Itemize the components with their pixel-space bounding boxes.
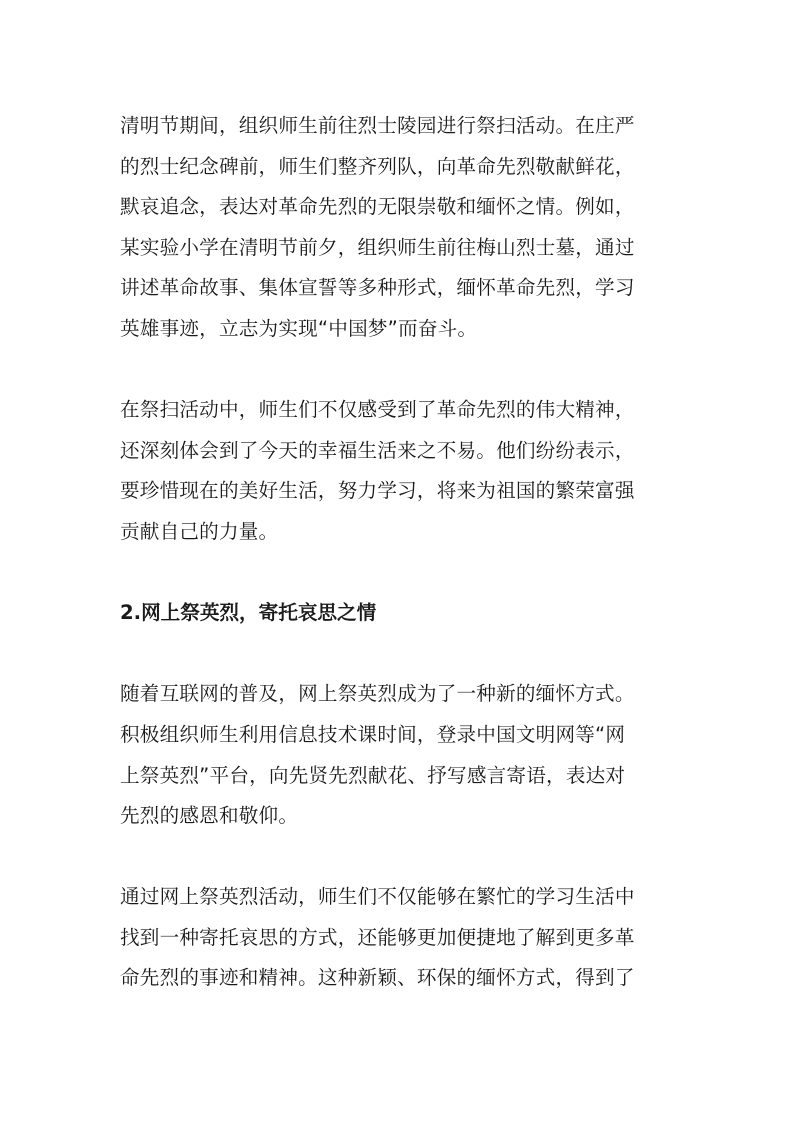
paragraph-line: 默哀追念，表达对革命先烈的无限崇敬和缅怀之情。例如， bbox=[120, 195, 635, 219]
paragraph-line: 还深刻体会到了今天的幸福生活来之不易。他们纷纷表示， bbox=[120, 438, 635, 462]
paragraph-spacer bbox=[120, 553, 680, 594]
paragraph-line: 命先烈的事迹和精神。这种新颖、环保的缅怀方式，得到了 bbox=[120, 966, 635, 990]
paragraph-line: 找到一种寄托哀思的方式，还能够更加便捷地了解到更多革 bbox=[120, 925, 635, 949]
paragraph-line: 在祭扫活动中，师生们不仅感受到了革命先烈的伟大精神， bbox=[120, 398, 635, 422]
paragraph-line: 某实验小学在清明节前夕，组织师生前往梅山烈士墓，通过 bbox=[120, 235, 635, 259]
paragraph-line: 清明节期间，组织师生前往烈士陵园进行祭扫活动。在庄严 bbox=[120, 114, 635, 137]
paragraph-line: 英雄事迹，立志为实现“中国梦”而奋斗。 bbox=[120, 316, 478, 340]
paragraph-cemetery-activity bbox=[120, 106, 680, 350]
paragraph-line: 上祭英烈”平台，向先贤先烈献花、抒写感言寄语，表达对 bbox=[120, 763, 626, 787]
document-body bbox=[120, 106, 680, 999]
paragraph-line: 要珍惜现在的美好生活，努力学习，将来为祖国的繁荣富强 bbox=[120, 479, 635, 503]
paragraph-line: 贡献自己的力量。 bbox=[120, 519, 279, 543]
paragraph-line: 讲述革命故事、集体宣誓等多种形式，缅怀革命先烈，学习 bbox=[120, 276, 635, 300]
paragraph-spacer bbox=[120, 837, 680, 878]
paragraph-spacer bbox=[120, 350, 680, 391]
section-heading: 2.网上祭英烈，寄托哀思之情 bbox=[120, 601, 377, 625]
paragraph-line: 先烈的感恩和敬仰。 bbox=[120, 804, 299, 828]
paragraph-spacer bbox=[120, 634, 680, 675]
paragraph-line: 通过网上祭英烈活动，师生们不仅能够在繁忙的学习生活中 bbox=[120, 885, 635, 909]
paragraph-online-tribute bbox=[120, 674, 680, 836]
paragraph-line: 的烈士纪念碑前，师生们整齐列队，向革命先烈敬献鲜花， bbox=[120, 154, 635, 178]
paragraph-line: 积极组织师生利用信息技术课时间，登录中国文明网等“网 bbox=[120, 722, 626, 746]
paragraph-reflection bbox=[120, 390, 680, 552]
paragraph-online-benefits bbox=[120, 877, 680, 999]
paragraph-line: 随着互联网的普及，网上祭英烈成为了一种新的缅怀方式。 bbox=[120, 682, 635, 706]
